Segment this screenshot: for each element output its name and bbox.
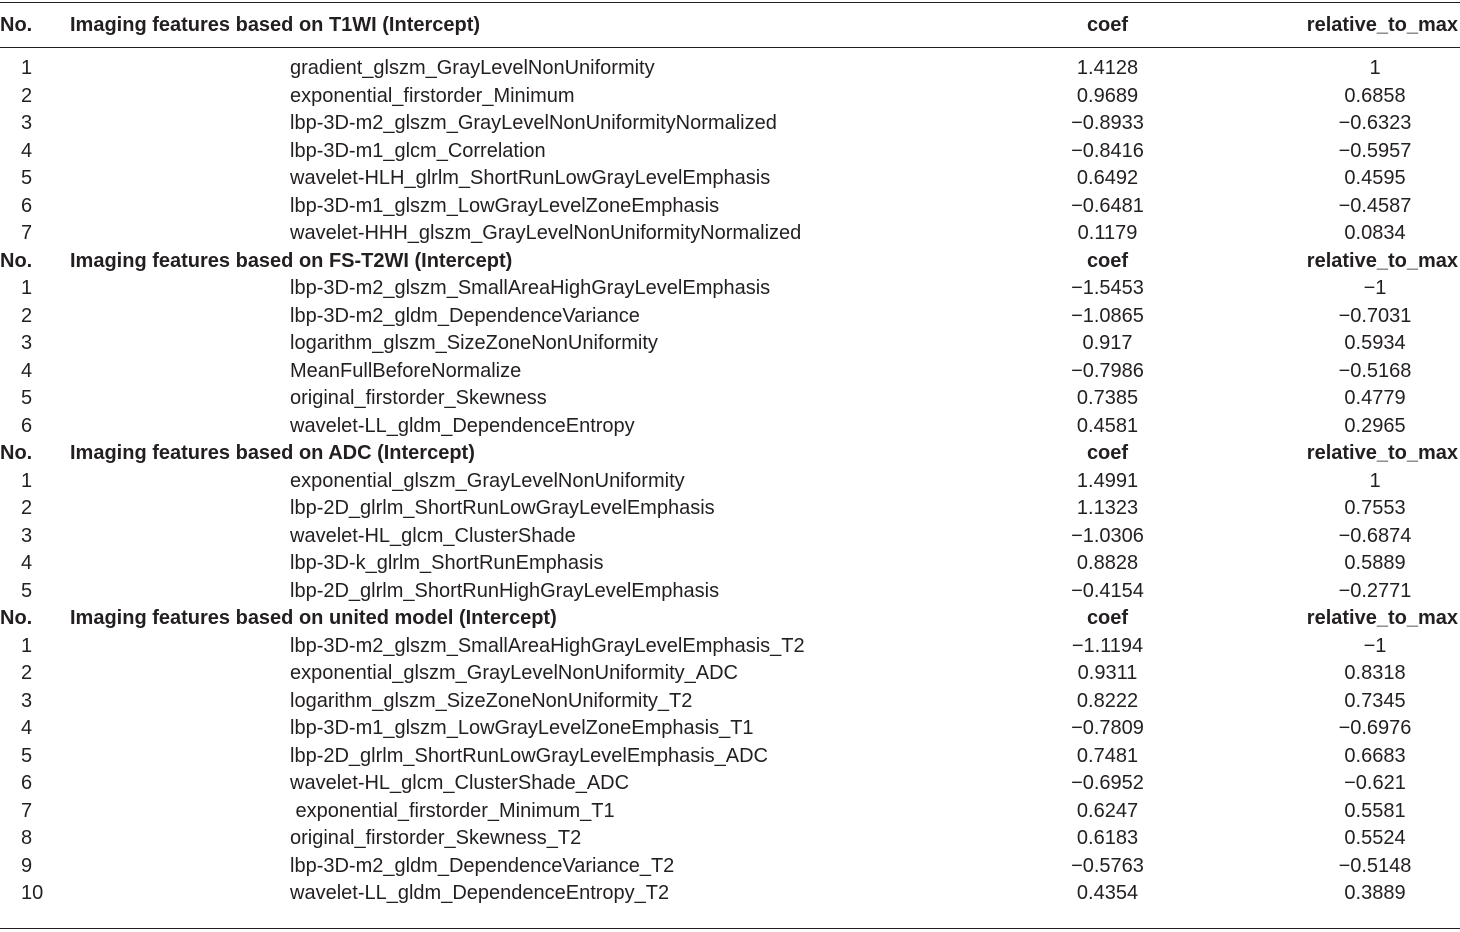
feature-name: exponential_firstorder_Minimum_T1 bbox=[290, 799, 615, 822]
row-number: 6 bbox=[21, 772, 33, 795]
row-number: 3 bbox=[21, 112, 33, 135]
section-title: Imaging features based on united model (Intercept) bbox=[70, 607, 557, 630]
relative-to-max-value: −0.2771 bbox=[1338, 579, 1412, 602]
header-relative-to-max: relative_to_max bbox=[1220, 3, 1460, 48]
row-number: 9 bbox=[21, 854, 33, 877]
coef-value: −0.8933 bbox=[1071, 112, 1144, 135]
row-number: 7 bbox=[21, 799, 33, 822]
section-header-row bbox=[0, 440, 1460, 468]
coef-value: −0.4154 bbox=[1071, 579, 1144, 602]
coef-value: −0.6481 bbox=[1071, 194, 1144, 217]
row-number: 7 bbox=[21, 222, 33, 245]
header-no: No. bbox=[0, 3, 70, 48]
coef-value: −0.6952 bbox=[1071, 772, 1144, 795]
relative-to-max-value: 0.2965 bbox=[1344, 414, 1406, 437]
header-no: No. bbox=[0, 249, 33, 272]
feature-name: wavelet-LL_gldm_DependenceEntropy bbox=[290, 414, 635, 437]
table-row bbox=[0, 358, 1460, 386]
row-number: 5 bbox=[21, 387, 33, 410]
section-title: Imaging features based on T1WI (Intercept) bbox=[70, 3, 970, 48]
table-body bbox=[0, 3, 1460, 908]
feature-name: lbp-3D-m2_glszm_SmallAreaHighGrayLevelEmphasis_T2 bbox=[290, 634, 805, 657]
row-number: 4 bbox=[21, 717, 33, 740]
row-number: 3 bbox=[21, 689, 33, 712]
coef-value: 0.4354 bbox=[1076, 882, 1139, 905]
relative-to-max-value: −0.7031 bbox=[1338, 304, 1412, 327]
relative-to-max-value: 0.4595 bbox=[1344, 167, 1406, 190]
relative-to-max-value: −0.621 bbox=[1344, 772, 1406, 795]
coef-value: 1.4128 bbox=[1076, 57, 1139, 80]
header-relative-to-max: relative_to_max bbox=[1306, 607, 1458, 630]
feature-name: wavelet-HHH_glszm_GrayLevelNonUniformityNormalized bbox=[290, 222, 802, 245]
table-row bbox=[0, 523, 1460, 551]
relative-to-max-value: −1 bbox=[1363, 634, 1387, 657]
header-no: No. bbox=[0, 607, 33, 630]
coef-value: −0.8416 bbox=[1071, 139, 1144, 162]
relative-to-max-value: 0.4779 bbox=[1344, 387, 1406, 410]
table-row bbox=[0, 385, 1460, 413]
bottom-rule bbox=[0, 928, 1460, 929]
header-coef: coef bbox=[1086, 442, 1129, 465]
row-number: 6 bbox=[21, 414, 33, 437]
table-row bbox=[0, 193, 1460, 221]
spacer-cell bbox=[0, 48, 1460, 56]
relative-to-max-value: −0.6976 bbox=[1338, 717, 1412, 740]
relative-to-max-value: 1 bbox=[1369, 57, 1381, 80]
relative-to-max-value: −1 bbox=[1363, 277, 1387, 300]
coef-value: 0.917 bbox=[1082, 332, 1133, 355]
relative-to-max-value: −0.5957 bbox=[1338, 139, 1412, 162]
feature-name: exponential_glszm_GrayLevelNonUniformity_ADC bbox=[290, 662, 738, 685]
coef-value: −1.0865 bbox=[1071, 304, 1144, 327]
feature-name: wavelet-HL_glcm_ClusterShade bbox=[290, 524, 576, 547]
row-number: 4 bbox=[21, 139, 33, 162]
table-row bbox=[0, 468, 1460, 496]
section-header-row bbox=[0, 605, 1460, 633]
relative-to-max-value: 0.6858 bbox=[1344, 84, 1406, 107]
section-header-row bbox=[0, 3, 1460, 48]
coef-value: 0.7385 bbox=[1076, 387, 1139, 410]
row-number: 1 bbox=[21, 277, 33, 300]
feature-name: lbp-3D-m1_glszm_LowGrayLevelZoneEmphasis_T1 bbox=[290, 717, 754, 740]
header-no: No. bbox=[0, 442, 33, 465]
feature-name: lbp-2D_glrlm_ShortRunHighGrayLevelEmphasis bbox=[290, 579, 720, 602]
table-row bbox=[0, 770, 1460, 798]
header-relative-to-max: relative_to_max bbox=[1306, 442, 1458, 465]
header-coef: coef bbox=[1086, 607, 1129, 630]
table-row bbox=[0, 578, 1460, 606]
header-relative-to-max: relative_to_max bbox=[1306, 249, 1458, 272]
relative-to-max-value: 0.5934 bbox=[1344, 332, 1406, 355]
spacer-row bbox=[0, 48, 1460, 56]
table-row bbox=[0, 550, 1460, 578]
table-row bbox=[0, 825, 1460, 853]
feature-name: lbp-3D-m1_glcm_Correlation bbox=[290, 139, 546, 162]
table-row bbox=[0, 633, 1460, 661]
coef-value: 0.6247 bbox=[1076, 799, 1139, 822]
row-number: 1 bbox=[21, 469, 33, 492]
section-title: Imaging features based on ADC (Intercept) bbox=[70, 442, 475, 465]
coef-value: 0.4581 bbox=[1076, 414, 1139, 437]
row-number: 4 bbox=[21, 359, 33, 382]
feature-name: original_firstorder_Skewness_T2 bbox=[290, 827, 582, 850]
relative-to-max-value: 0.6683 bbox=[1344, 744, 1406, 767]
table-row bbox=[0, 660, 1460, 688]
row-number: 4 bbox=[21, 552, 33, 575]
coef-value: −1.1194 bbox=[1071, 634, 1144, 657]
table-row bbox=[0, 715, 1460, 743]
feature-name: exponential_firstorder_Minimum bbox=[290, 84, 575, 107]
feature-name: wavelet-HL_glcm_ClusterShade_ADC bbox=[290, 772, 630, 795]
table-row bbox=[0, 880, 1460, 908]
coef-value: 0.9311 bbox=[1077, 662, 1138, 685]
coef-value: 0.7481 bbox=[1076, 744, 1139, 767]
row-number: 1 bbox=[21, 634, 33, 657]
table-row bbox=[0, 220, 1460, 248]
feature-coefficient-table bbox=[0, 3, 1460, 908]
coef-value: 0.6492 bbox=[1076, 167, 1139, 190]
table-row bbox=[0, 495, 1460, 523]
relative-to-max-value: −0.4587 bbox=[1338, 194, 1412, 217]
feature-name: wavelet-HLH_glrlm_ShortRunLowGrayLevelEmphasis bbox=[290, 167, 771, 190]
relative-to-max-value: 1 bbox=[1369, 469, 1381, 492]
row-number: 2 bbox=[21, 304, 33, 327]
header-coef: coef bbox=[970, 3, 1220, 48]
table-row bbox=[0, 853, 1460, 881]
relative-to-max-value: 0.5581 bbox=[1344, 799, 1406, 822]
feature-name: logarithm_glszm_SizeZoneNonUniformity bbox=[290, 332, 658, 355]
feature-name: MeanFullBeforeNormalize bbox=[290, 359, 522, 382]
relative-to-max-value: 0.5524 bbox=[1344, 827, 1406, 850]
table-row bbox=[0, 743, 1460, 771]
table-row bbox=[0, 165, 1460, 193]
row-number: 5 bbox=[21, 579, 33, 602]
table-row bbox=[0, 330, 1460, 358]
feature-name: lbp-3D-m2_gldm_DependenceVariance bbox=[290, 304, 640, 327]
coef-value: −0.7809 bbox=[1071, 717, 1144, 740]
table-row bbox=[0, 83, 1460, 111]
coef-value: −1.0306 bbox=[1071, 524, 1144, 547]
row-number: 2 bbox=[21, 84, 33, 107]
feature-name: lbp-2D_glrlm_ShortRunLowGrayLevelEmphasis_ADC bbox=[290, 744, 768, 767]
relative-to-max-value: 0.7553 bbox=[1344, 497, 1406, 520]
row-number: 6 bbox=[21, 194, 33, 217]
table-row bbox=[0, 110, 1460, 138]
section-title: Imaging features based on FS-T2WI (Intercept) bbox=[70, 249, 513, 272]
coef-value: 1.4991 bbox=[1076, 469, 1139, 492]
header-coef: coef bbox=[1086, 249, 1129, 272]
table-row bbox=[0, 303, 1460, 331]
feature-table-page bbox=[0, 2, 1460, 932]
feature-name: lbp-3D-m1_glszm_LowGrayLevelZoneEmphasis bbox=[290, 194, 720, 217]
coef-value: 0.1179 bbox=[1077, 222, 1138, 245]
row-number: 2 bbox=[21, 662, 33, 685]
coef-value: −1.5453 bbox=[1071, 277, 1144, 300]
coef-value: 0.9689 bbox=[1076, 84, 1139, 107]
row-number: 8 bbox=[21, 827, 33, 850]
feature-name: lbp-3D-m2_glszm_GrayLevelNonUniformityNormalized bbox=[290, 112, 777, 135]
coef-value: 1.1323 bbox=[1076, 497, 1139, 520]
relative-to-max-value: 0.7345 bbox=[1344, 689, 1406, 712]
row-number: 3 bbox=[21, 524, 33, 547]
section-header-row bbox=[0, 248, 1460, 276]
feature-name: original_firstorder_Skewness bbox=[290, 387, 547, 410]
coef-value: 0.6183 bbox=[1076, 827, 1139, 850]
table-row bbox=[0, 138, 1460, 166]
coef-value: 0.8828 bbox=[1076, 552, 1139, 575]
feature-name: exponential_glszm_GrayLevelNonUniformity bbox=[290, 469, 685, 492]
feature-name: wavelet-LL_gldm_DependenceEntropy_T2 bbox=[290, 882, 670, 905]
row-number: 3 bbox=[21, 332, 33, 355]
feature-name: lbp-3D-k_glrlm_ShortRunEmphasis bbox=[290, 552, 604, 575]
relative-to-max-value: −0.6874 bbox=[1338, 524, 1412, 547]
row-number: 5 bbox=[21, 167, 33, 190]
coef-value: −0.5763 bbox=[1071, 854, 1144, 877]
relative-to-max-value: −0.6323 bbox=[1338, 112, 1412, 135]
table-row bbox=[0, 798, 1460, 826]
row-number: 10 bbox=[21, 882, 44, 905]
row-number: 2 bbox=[21, 497, 33, 520]
table-row bbox=[0, 275, 1460, 303]
relative-to-max-value: −0.5148 bbox=[1338, 854, 1412, 877]
table-row bbox=[0, 55, 1460, 83]
relative-to-max-value: 0.8318 bbox=[1344, 662, 1406, 685]
feature-name: logarithm_glszm_SizeZoneNonUniformity_T2 bbox=[290, 689, 693, 712]
table-row bbox=[0, 688, 1460, 716]
table-row bbox=[0, 413, 1460, 441]
feature-name: lbp-3D-m2_glszm_SmallAreaHighGrayLevelEmphasis bbox=[290, 277, 771, 300]
feature-name: lbp-3D-m2_gldm_DependenceVariance_T2 bbox=[290, 854, 675, 877]
relative-to-max-value: −0.5168 bbox=[1338, 359, 1412, 382]
relative-to-max-value: 0.3889 bbox=[1344, 882, 1406, 905]
feature-name: gradient_glszm_GrayLevelNonUniformity bbox=[290, 57, 655, 80]
coef-value: 0.8222 bbox=[1076, 689, 1139, 712]
row-number: 1 bbox=[21, 57, 33, 80]
row-number: 5 bbox=[21, 744, 33, 767]
feature-name: lbp-2D_glrlm_ShortRunLowGrayLevelEmphasis bbox=[290, 497, 715, 520]
relative-to-max-value: 0.0834 bbox=[1344, 222, 1406, 245]
relative-to-max-value: 0.5889 bbox=[1344, 552, 1406, 575]
coef-value: −0.7986 bbox=[1071, 359, 1144, 382]
